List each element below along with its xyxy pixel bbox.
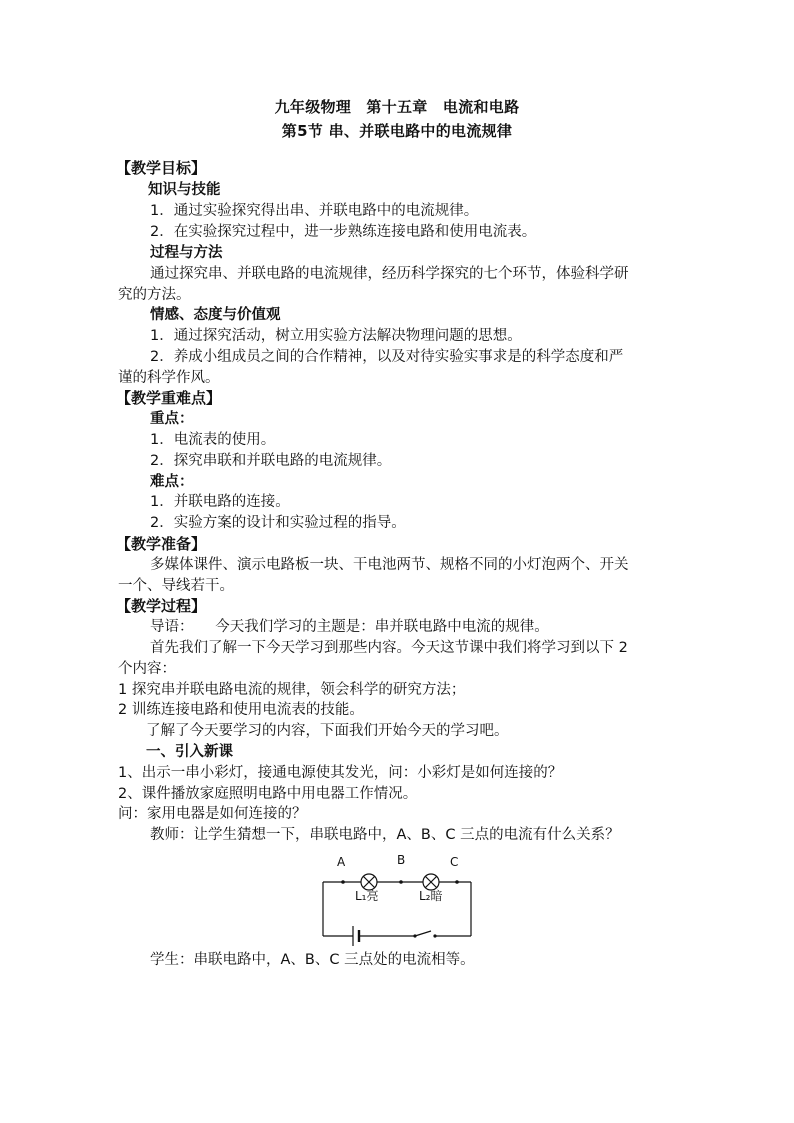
content-item-2: 2 训练连接电路和使用电流表的技能。: [118, 702, 364, 718]
process-text-2: 究的方法。: [118, 287, 191, 303]
section-intro-heading: 一、引入新课: [146, 744, 233, 760]
lesson-title: 第5节 串、并联电路中的电流规律: [281, 122, 513, 140]
process-heading: 过程与方法: [150, 245, 223, 261]
emotion-item-2a: 2．养成小组成员之间的合作精神，以及对待实验实事求是的科学态度和严: [150, 349, 624, 365]
lamp-1-label: L₁亮: [355, 889, 379, 903]
point-a-label: A: [337, 855, 346, 869]
goals-heading: 【教学目标】: [116, 159, 207, 177]
knowledge-heading: 知识与技能: [148, 182, 221, 198]
teacher-prompt: 教师：让学生猜想一下，串联电路中，A、B、C 三点的电流有什么关系？: [150, 827, 620, 843]
intro-step-2: 2、课件播放家庭照明电路中用电器工作情况。: [118, 786, 418, 802]
transition-text: 了解了今天要学习的内容，下面我们开始今天的学习吧。: [146, 723, 509, 739]
important-heading: 重点：: [150, 411, 194, 427]
overview-text-1: 首先我们了解一下今天学习到那些内容。今天这节课中我们将学习到以下 2: [150, 640, 628, 656]
difficult-item-2: 2．实验方案的设计和实验过程的指导。: [150, 515, 406, 531]
emotion-item-2b: 谨的科学作风。: [118, 370, 220, 386]
important-item-1: 1．电流表的使用。: [150, 432, 276, 448]
process-section-heading: 【教学过程】: [116, 597, 207, 615]
difficult-item-1: 1．并联电路的连接。: [150, 494, 290, 510]
intro-step-1: 1、出示一串小彩灯，接通电源使其发光，问：小彩灯是如何连接的？: [118, 765, 563, 781]
node-b-dot: [399, 880, 403, 884]
prep-text-2: 一个、导线若干。: [118, 578, 234, 594]
lamp-2-label: L₂暗: [419, 889, 443, 903]
intro-question: 问：家用电器是如何连接的？: [118, 806, 307, 822]
process-text-1: 通过探究串、并联电路的电流规律，经历科学探究的七个环节，体验科学研: [150, 266, 629, 282]
knowledge-item-1: 1．通过实验探究得出串、并联电路中的电流规律。: [150, 203, 479, 219]
prep-heading: 【教学准备】: [116, 535, 207, 553]
switch-icon: [413, 931, 436, 938]
node-c-dot: [455, 880, 459, 884]
prep-text-1: 多媒体课件、演示电路板一块、干电池两节、规格不同的小灯泡两个、开关: [150, 557, 629, 573]
point-c-label: C: [450, 855, 459, 869]
keypoints-heading: 【教学重难点】: [116, 389, 222, 407]
difficult-heading: 难点：: [150, 474, 194, 490]
knowledge-item-2: 2．在实验探究过程中，进一步熟练连接电路和使用电流表。: [150, 224, 537, 240]
lamp-2-icon: [423, 874, 439, 890]
important-item-2: 2．探究串联和并联电路的电流规律。: [150, 453, 392, 469]
overview-text-2: 个内容：: [118, 661, 176, 677]
point-b-label: B: [397, 853, 406, 867]
student-answer: 学生：串联电路中，A、B、C 三点处的电流相等。: [150, 952, 475, 968]
document-title: 九年级物理 第十五章 电流和电路: [274, 98, 520, 116]
intro-text: 导语： 今天我们学习的主题是：串并联电路中电流的规律。: [150, 619, 549, 635]
battery-icon: [353, 926, 359, 946]
emotion-heading: 情感、态度与价值观: [150, 307, 281, 323]
series-circuit-diagram: [315, 850, 485, 950]
lamp-1-icon: [361, 874, 377, 890]
node-a-dot: [341, 880, 345, 884]
emotion-item-1: 1．通过探究活动，树立用实验方法解决物理问题的思想。: [150, 328, 522, 344]
content-item-1: 1 探究串并联电路电流的规律，领会科学的研究方法；: [118, 682, 466, 698]
